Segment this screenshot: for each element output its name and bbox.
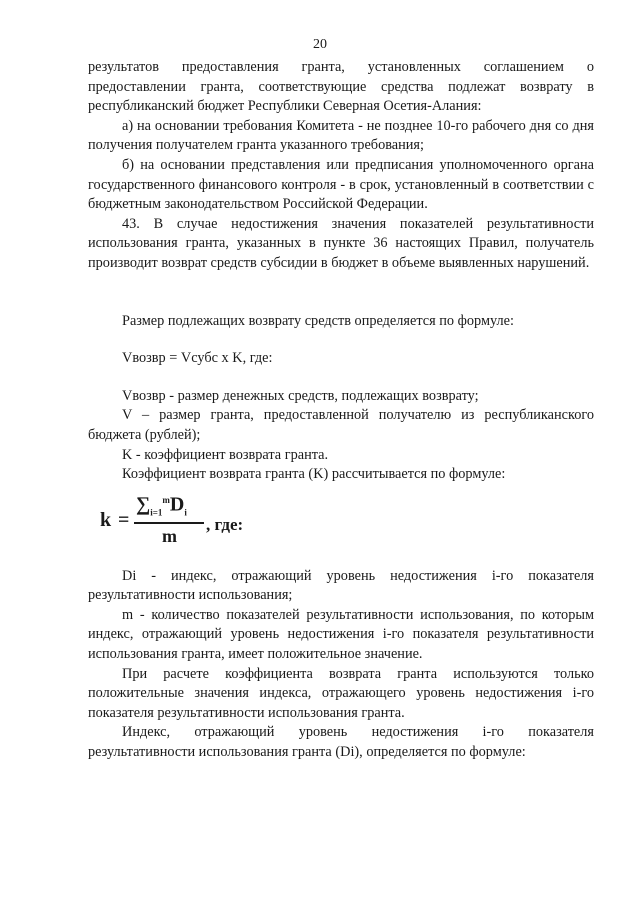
paragraph-def-di: Di - индекс, отражающий уровень недостижения i-го показателя результативности использования; (88, 567, 594, 604)
formula-denominator: m (162, 525, 177, 546)
paragraph-index-intro: Индекс, отражающий уровень недостижения i-го показателя результативности использования гранта (Di), определяется по формуле: (88, 724, 594, 761)
paragraph-positive-values: При расчете коэффициента возврата гранта используются только положительные значения индекса, отражающего уровень недостижения i-го показателя результативности использования гранта. (88, 665, 594, 721)
formula-suffix: , где: (206, 514, 244, 534)
paragraph-item-a: а) на основании требования Комитета - не позднее 10-го рабочего дня со дня получения получателем гранта указанного требования; (88, 117, 594, 154)
document-body (88, 58, 594, 763)
page-number: 20 (313, 37, 327, 52)
formula-k (88, 489, 594, 549)
paragraph-k-intro: Коэффициент возврата гранта (K) рассчитывается по формуле: (122, 466, 506, 483)
paragraph-def-v: V – размер гранта, предоставленной получателю из республиканского бюджета (рублей); (88, 407, 594, 443)
paragraph-formula-v: Vвозвр = Vсубс x K, где: (122, 350, 273, 367)
paragraph-def-vvozvr: Vвозвр - размер денежных средств, подлежащих возврату; (122, 387, 479, 404)
paragraph-def-m: m - количество показателей результативности использования, по которым индекс, отражающий уровень недостижения i-го показателя результативности использования гранта, имеет положительное значение. (88, 606, 594, 663)
paragraph-43: 43. В случае недостижения значения показателей результативности использования гранта, указанных в пункте 36 настоящих Правил, получатель производит возврат средств субсидии в бюджет в объеме выявленных нарушений. (88, 215, 594, 271)
paragraph-formula-intro: Размер подлежащих возврату средств определяется по формуле: (122, 312, 514, 329)
formula-lhs: k (100, 508, 112, 531)
formula-fraction-bar (134, 522, 204, 524)
formula-numerator: $\sum_{i=1}^mD_i$ (136, 493, 187, 518)
formula-equals: = (118, 508, 130, 531)
paragraph-item-b: б) на основании представления или предписания уполномоченного органа государственного финансового контроля - в срок, установленный в соответствии с бюджетным законодательством Российской Федерации. (88, 156, 594, 213)
paragraph-def-k: K - коэффициент возврата гранта. (122, 446, 329, 463)
paragraph-return-intro: результатов предоставления гранта, установленных соглашением о предоставлении гранта, соответствующие средства подлежат возврату в республиканский бюджет Республики Северная Осетия-Алания: (88, 59, 594, 115)
